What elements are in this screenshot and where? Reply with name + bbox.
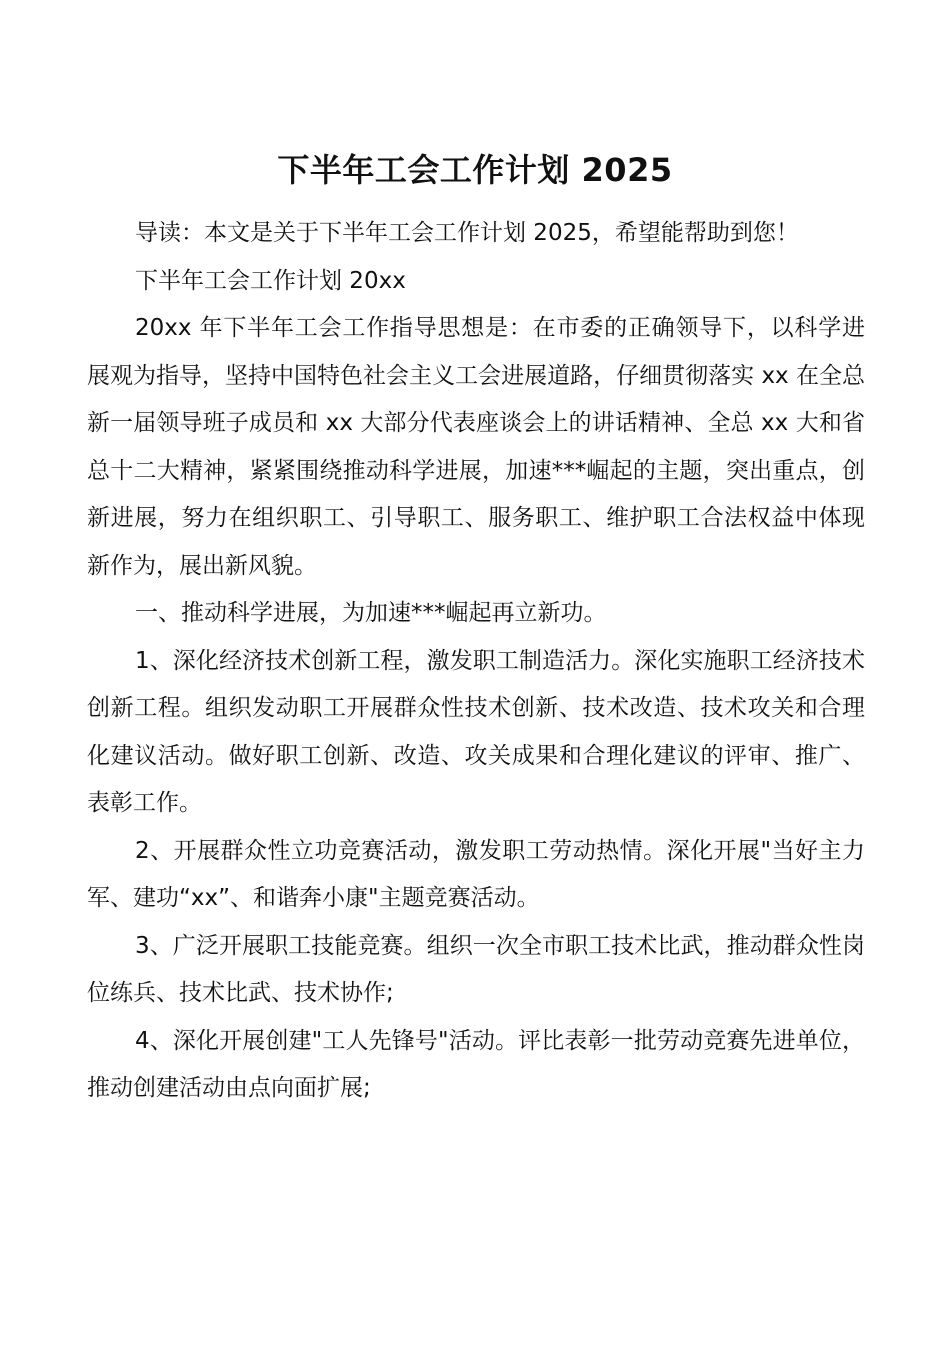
subtitle-paragraph: 下半年工会工作计划 20xx bbox=[135, 267, 406, 294]
item-paragraph-2: 2、开展群众性立功竞赛活动，激发职工劳动热情。深化开展"当好主力军、建功“xx”、和谐奔小康"主题竞赛活动。 bbox=[87, 837, 865, 911]
document-title: 下半年工会工作计划 2025 bbox=[277, 151, 673, 189]
item-paragraph-3: 3、广泛开展职工技能竞赛。组织一次全市职工技术比武，推动群众性岗位练兵、技术比武、技术协作; bbox=[87, 932, 865, 1006]
guiding-thought-paragraph: 20xx 年下半年工会工作指导思想是：在市委的正确领导下，以科学进展观为指导，坚持中国特色社会主义工会进展道路，仔细贯彻落实 xx 在全总新一届领导班子成员和 xx 大部分代表座谈会上的讲话精神、全总 xx 大和省总十二大精神，紧紧围绕推动科学进展，加速***崛起的主题，突出重点，创新进展，努力在组织职工、引导职工、服务职工、维护职工合法权益中体现新作为，展出新风貌。 bbox=[87, 315, 865, 579]
intro-paragraph: 导读：本文是关于下半年工会工作计划 2025，希望能帮助到您！ bbox=[135, 220, 799, 246]
item-paragraph-1: 1、深化经济技术创新工程，激发职工制造活力。深化实施职工经济技术创新工程。组织发动职工开展群众性技术创新、技术改造、技术攻关和合理化建议活动。做好职工创新、改造、攻关成果和合理化建议的评审、推广、表彰工作。 bbox=[87, 647, 865, 816]
section-heading-1: 一、推动科学进展，为加速***崛起再立新功。 bbox=[135, 600, 607, 626]
item-paragraph-4: 4、深化开展创建"工人先锋号"活动。评比表彰一批劳动竞赛先进单位，推动创建活动由点向面扩展; bbox=[87, 1027, 865, 1101]
document-body bbox=[87, 210, 865, 1113]
